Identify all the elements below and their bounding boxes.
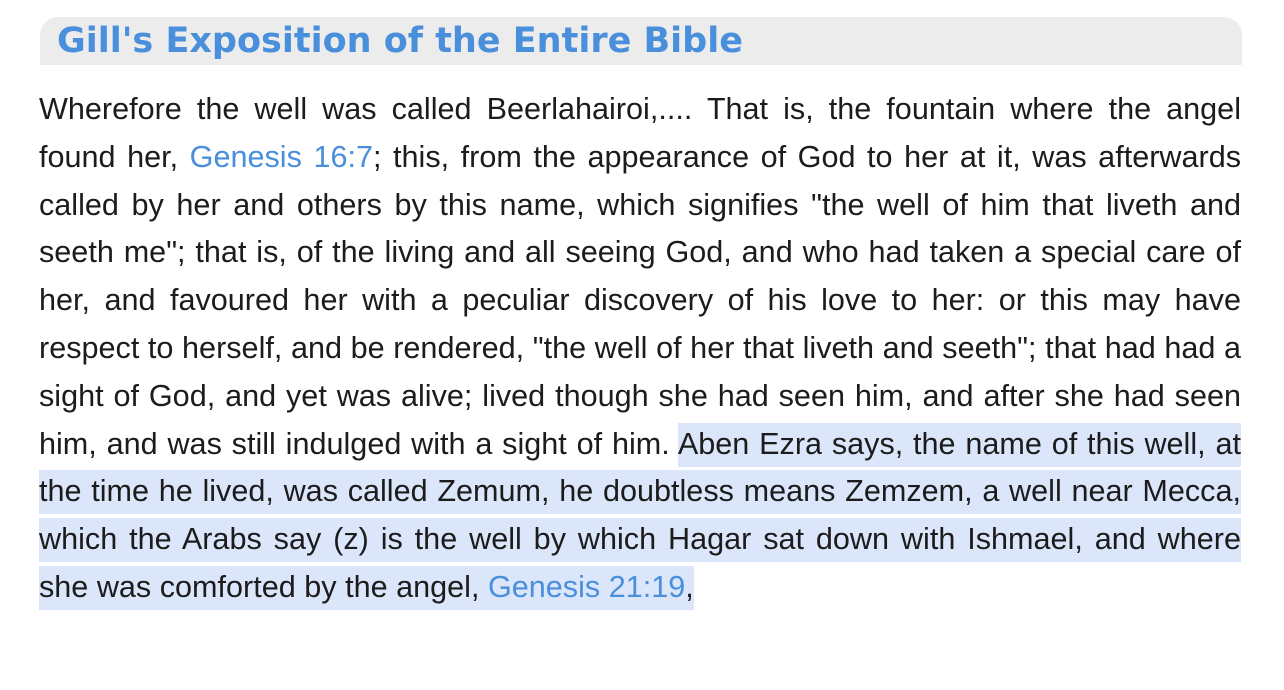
commentary-text-body: ; this, from the appearance of God to her at it, was afterwards called by her and others by this name, which signifies "the well of him that liveth and seeth me"; that is, of the living and all seeing God, and who had taken a special care of her, and favoured her with a peculiar discovery of his love to her: or this may have respect to herself, and be rendered, "the well of her that liveth and seeth"; that had had a sight of God, and yet was alive; lived though she had seen him, and after she had seen him, and was still indulged with a sight of him. [39,139,1242,461]
section-header [40,17,1242,65]
scripture-link-genesis-16-7[interactable]: Genesis 16:7 [189,139,373,174]
scripture-link-genesis-21-19[interactable]: Genesis 21:19 [487,569,686,604]
section-title: Gill's Exposition of the Entire Bible [57,21,743,61]
trailing-comma: , [685,569,694,604]
commentary-text-intro: Wherefore the well was called Beerlahairoi,.... That is, the fountain where the angel found her, [39,92,1241,174]
highlighted-text: Aben Ezra says, the name of this well, at the time he lived, was called Zemum, he doubtless means Zemzem, a well near Mecca, which the Arabs say (z) is the well by which Hagar sat down with Ishmael, and where she was comforted by the angel, [39,426,1241,604]
commentary-paragraph [39,86,1241,612]
